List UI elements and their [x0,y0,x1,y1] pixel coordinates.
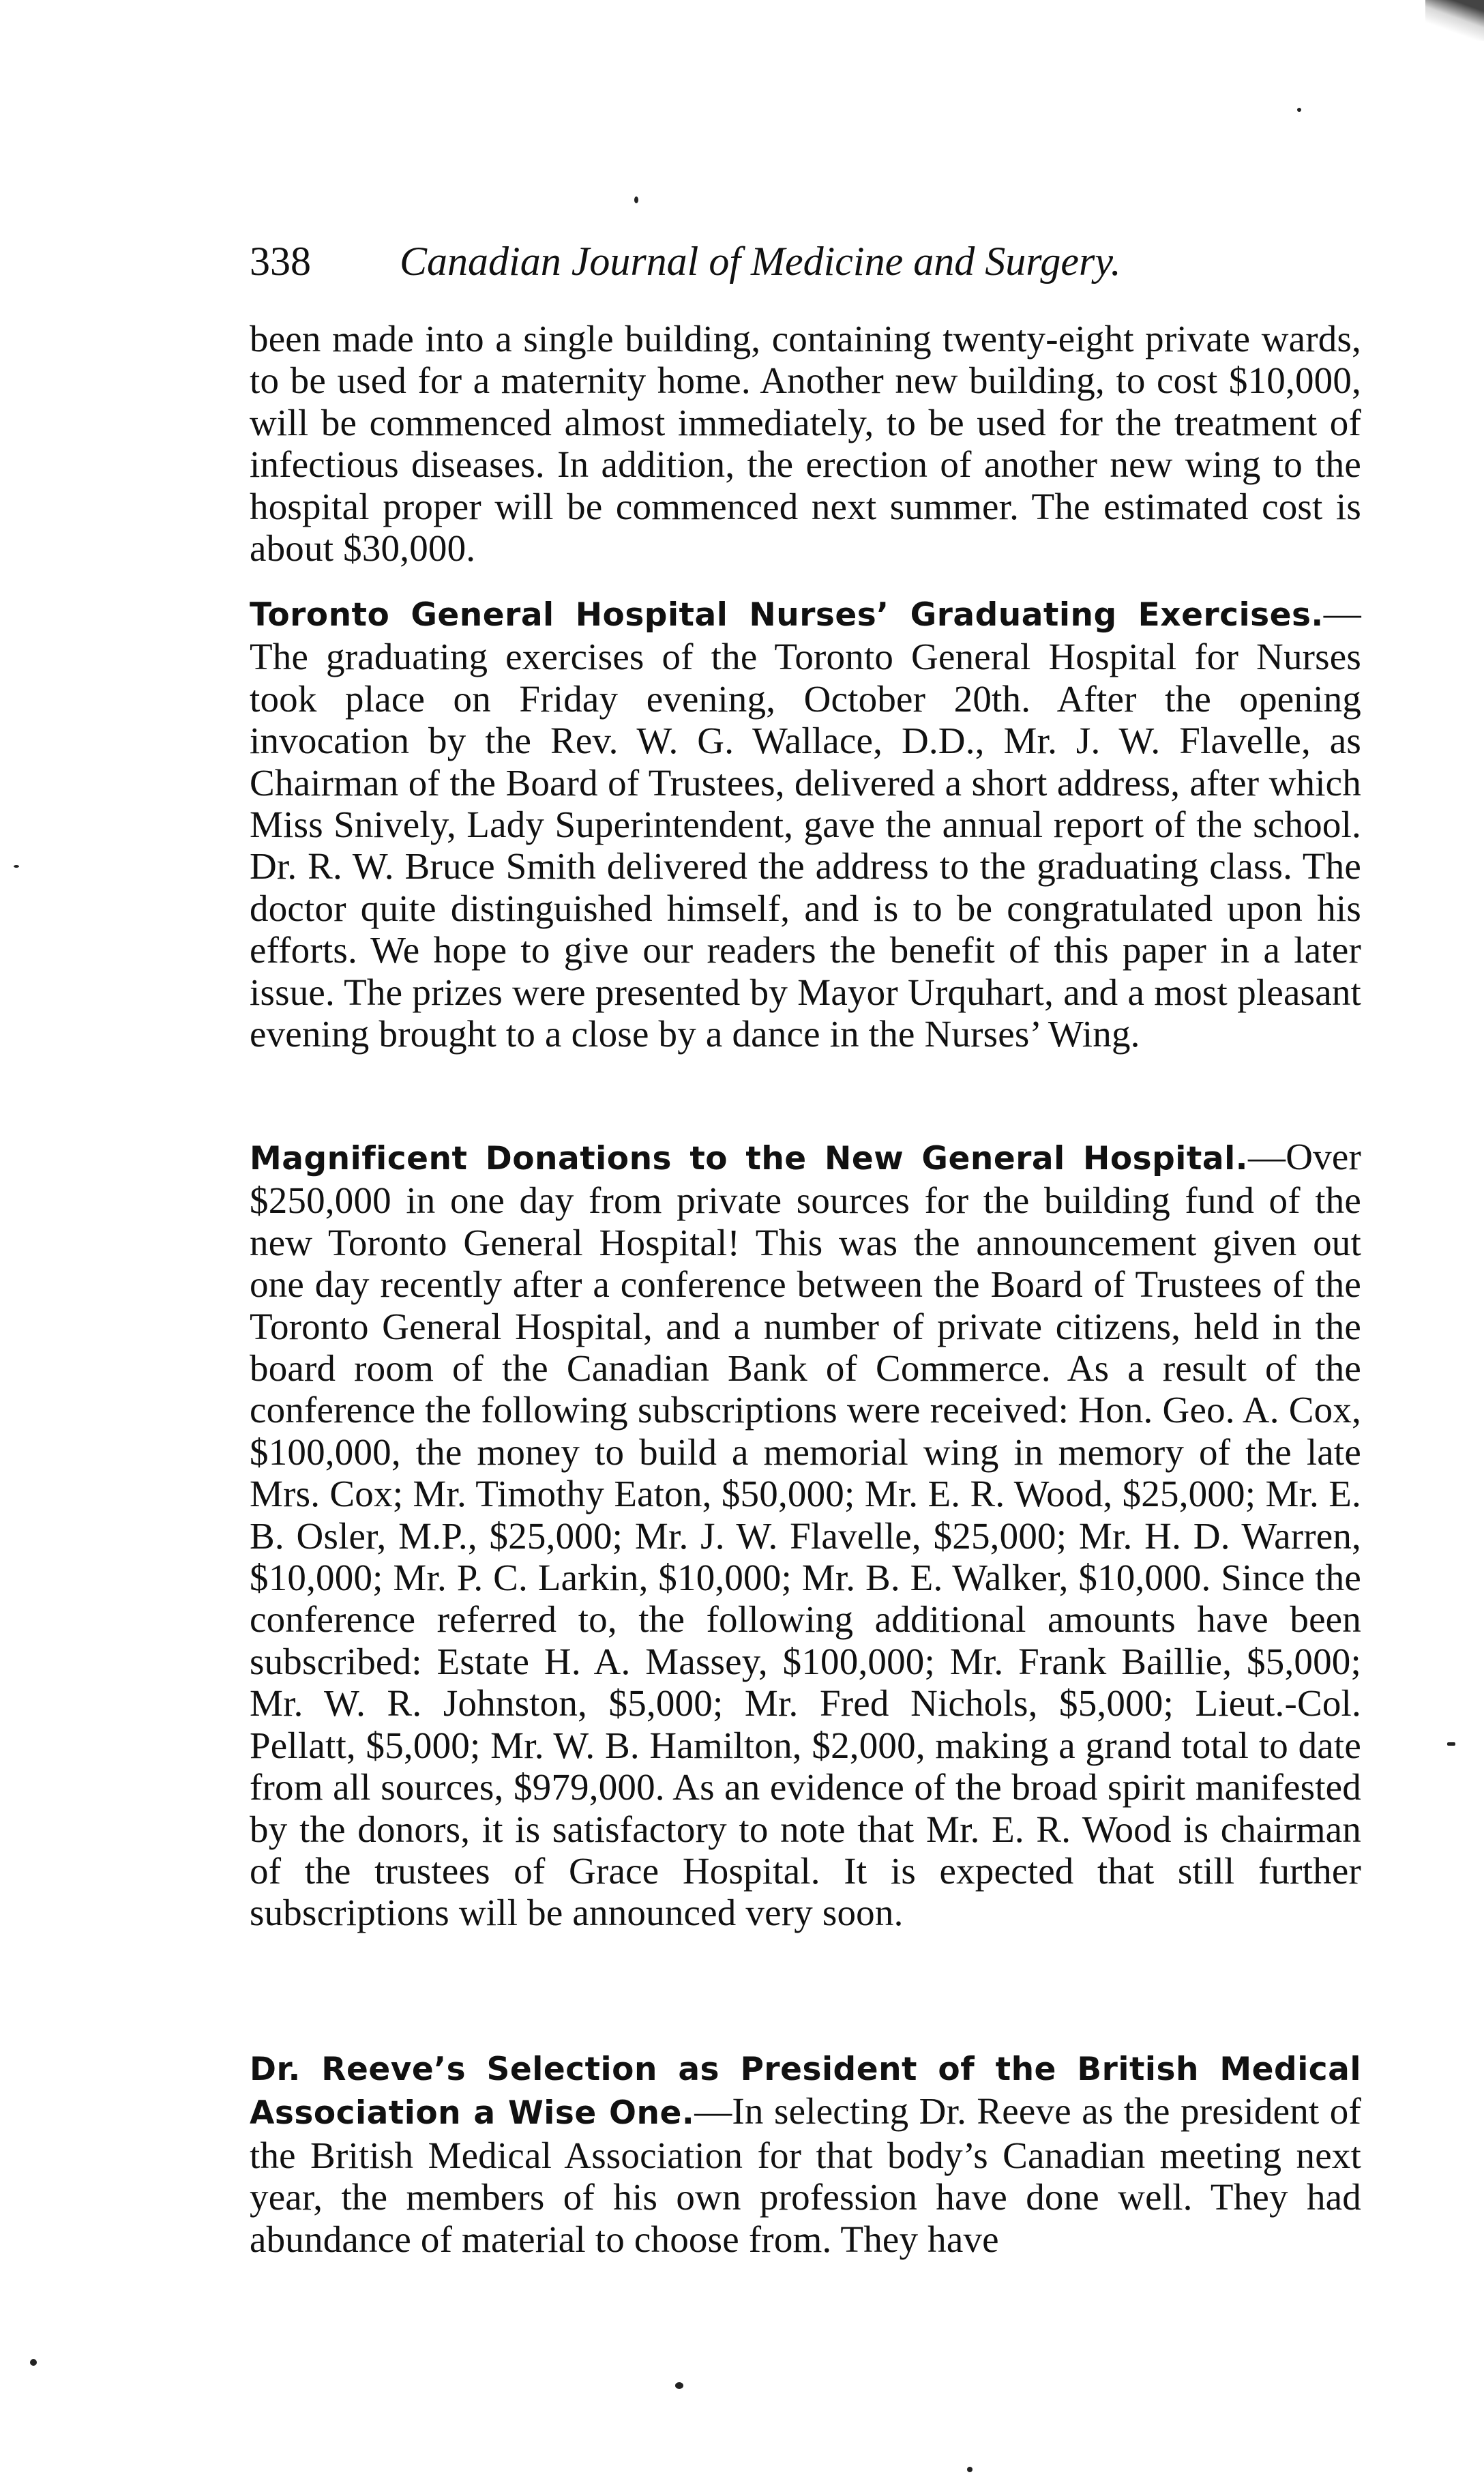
article-heading: Dr. Reeve’s Selection as President of the British Medical Association a Wise One. [250,2051,1361,2132]
article-heading: Toronto General Hospital Nurses’ Graduating Exercises. [250,596,1324,634]
scan-speck [1447,1742,1455,1746]
article-reeve-selection [250,2047,1361,2260]
scan-speck [14,865,19,868]
scan-speck [675,2382,683,2389]
scan-corner-mark [1425,0,1484,41]
running-title: Canadian Journal of Medicine and Surgery. [400,239,1121,284]
scan-speck [967,2467,973,2472]
article-body: —In selecting Dr. Reeve as the president of the British Medical Association for that body’s Canadian meeting next year, the members of his own profession have done well. They had abundance of material to choose from. They have [250,2090,1361,2260]
article-nurses-graduating [250,592,1361,1055]
paragraph-continuation [250,318,1361,569]
article-body: —The graduating exercises of the Toronto General Hospital for Nurses took place on Friday evening, October 20th. After the opening invocation by the Rev. W. G. Wallace, D.D., Mr. J. W. Flavelle, as Chairman of the Board of Trustees, delivered a short address, after which Miss Snively, Lady Superintendent, gave the annual report of the school. Dr. R. W. Bruce Smith delivered the address to the graduating class. The doctor quite distinguished himself, and is to be congratulated upon his efforts. We hope to give our readers the benefit of this paper in a later issue. The prizes were presented by Mayor Urquhart, and a most pleasant evening brought to a close by a dance in the Nurses’ Wing. [250,592,1361,1055]
scan-speck [634,196,638,203]
page-number: 338 [250,239,311,284]
article-heading: Magnificent Donations to the New General Hospital. [250,1140,1249,1177]
scan-speck [30,2359,37,2366]
paragraph-body: been made into a single building, containing twenty-eight private wards, to be used for a maternity home. Another new building, to cost $10,000, will be commenced almost immediately, to be used for the treatment of infectious diseases. In addition, the erection of another new wing to the hospital proper will be commenced next summer. The estimated cost is about $30,000. [250,318,1361,570]
scan-speck [1297,108,1301,112]
page-header [250,231,1245,292]
article-body: —Over $250,000 in one day from private sources for the building fund of the new Toronto General Hospital! This was the announcement given out one day recently after a conference between the Board of Trustees of the Toronto General Hospital, and a number of private citizens, held in the board room of the Canadian Bank of Commerce. As a result of the conference the following subscriptions were received: Hon. Geo. A. Cox, $100,000, the money to build a memorial wing in memory of the late Mrs. Cox; Mr. Timothy Eaton, $50,000; Mr. E. R. Wood, $25,000; Mr. E. B. Osler, M.P., $25,000; Mr. J. W. Flavelle, $25,000; Mr. H. D. Warren, $10,000; Mr. P. C. Larkin, $10,000; Mr. B. E. Walker, $10,000. Since the conference referred to, the following additional amounts have been subscribed: Estate H. A. Massey, $100,000; Mr. Frank Baillie, $5,000; Mr. W. R. Johnston, $5,000; Mr. Fred Nichols, $5,000; Lieut.-Col. Pellatt, $5,000; Mr. W. B. Hamilton, $2,000, making a grand total to date from all sources, $979,000. As an evidence of the broad spirit manifested by the donors, it is satisfactory to note that Mr. E. R. Wood is chairman of the trustees of Grace Hospital. It is expected that still further subscriptions will be announced very soon. [250,1136,1361,1934]
article-donations [250,1136,1361,1934]
